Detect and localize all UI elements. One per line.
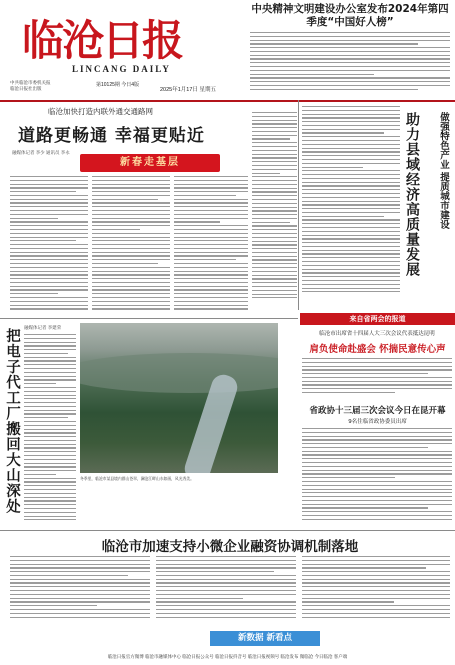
landscape-photo[interactable]	[80, 323, 278, 473]
issue-date: 2025年1月17日 星期五	[160, 87, 216, 93]
cppcc-body	[302, 428, 452, 528]
photo-caption: 冬季里，临沧市某县境内群山苍翠，澜沧江畔山水如画，风光秀美。	[80, 477, 194, 481]
section-rule	[0, 318, 298, 319]
publisher-info	[10, 80, 51, 92]
new-data-banner[interactable]: 新数据 新看点	[210, 631, 320, 646]
lead-kicker: 临沧加快打造内联外通交通路网	[48, 107, 153, 116]
lead-body-col-1	[10, 176, 88, 316]
spring-banner: 新春走基层	[80, 154, 220, 172]
vertical-story-body	[302, 106, 400, 311]
newspaper-logo-english: LINCANG DAILY	[72, 64, 171, 74]
delegation-body	[302, 358, 452, 400]
issue-number: 第10125期 今日4版	[96, 82, 140, 88]
two-sessions-banner: 来自省两会的报道	[300, 313, 455, 325]
top-story-body	[250, 32, 450, 92]
masthead	[0, 0, 455, 102]
bottom-body-col-1	[10, 556, 150, 628]
cppcc-subhead: 9名住临省政协委员出席	[348, 419, 407, 425]
feature-byline: 融媒体记者 李建荣	[24, 325, 62, 330]
cppcc-headline[interactable]: 省政协十三届三次会议今日在昆开幕	[309, 406, 446, 416]
photo-mountain-ridge	[80, 353, 278, 393]
bottom-headline[interactable]: 临沧市加速支持小微企业融资协调机制落地	[101, 539, 359, 555]
delegation-kicker: 临沧市出席省十四届人大三次会议代表抵达昆明	[319, 331, 435, 337]
feature-body-col-1	[24, 334, 76, 524]
lead-body-col-3	[174, 176, 248, 316]
bottom-body-col-3	[302, 556, 450, 628]
lead-headline[interactable]: 道路更畅通 幸福更贴近	[18, 126, 205, 146]
bottom-rule	[0, 530, 455, 531]
lead-byline: 融媒体记者 李少 通讯员 李永	[12, 150, 70, 155]
publisher-line-2: 临沧日报社出版	[10, 86, 42, 91]
vertical-headline-1[interactable]: 做强特色产业 提质城市建设	[438, 112, 449, 230]
top-story-headline[interactable]: 中央精神文明建设办公室发布2024年第四季度“中国好人榜”	[251, 3, 449, 28]
publisher-line-1: 中共临沧市委机关报	[10, 80, 51, 85]
lead-body-col-4	[252, 112, 297, 312]
delegation-headline[interactable]: 肩负使命赴盛会 怀揣民意传心声	[309, 344, 446, 355]
lead-body-col-2	[92, 176, 170, 316]
newspaper-logo: 临沧日报	[22, 16, 183, 65]
feature-headline[interactable]: 把电子代工厂搬回大山深处	[4, 328, 20, 514]
column-rule	[298, 100, 299, 310]
vertical-headline-2[interactable]: 助力县域经济高质量发展	[404, 112, 420, 277]
footer-links: 临沧日报官方微博 临沧市融媒体中心 临沧日报公众号 临沧日报抖音号 临沧日报视频号 临沧发布 微临沧 今日临沧 客户端	[107, 654, 348, 659]
bottom-body-col-2	[156, 556, 296, 628]
